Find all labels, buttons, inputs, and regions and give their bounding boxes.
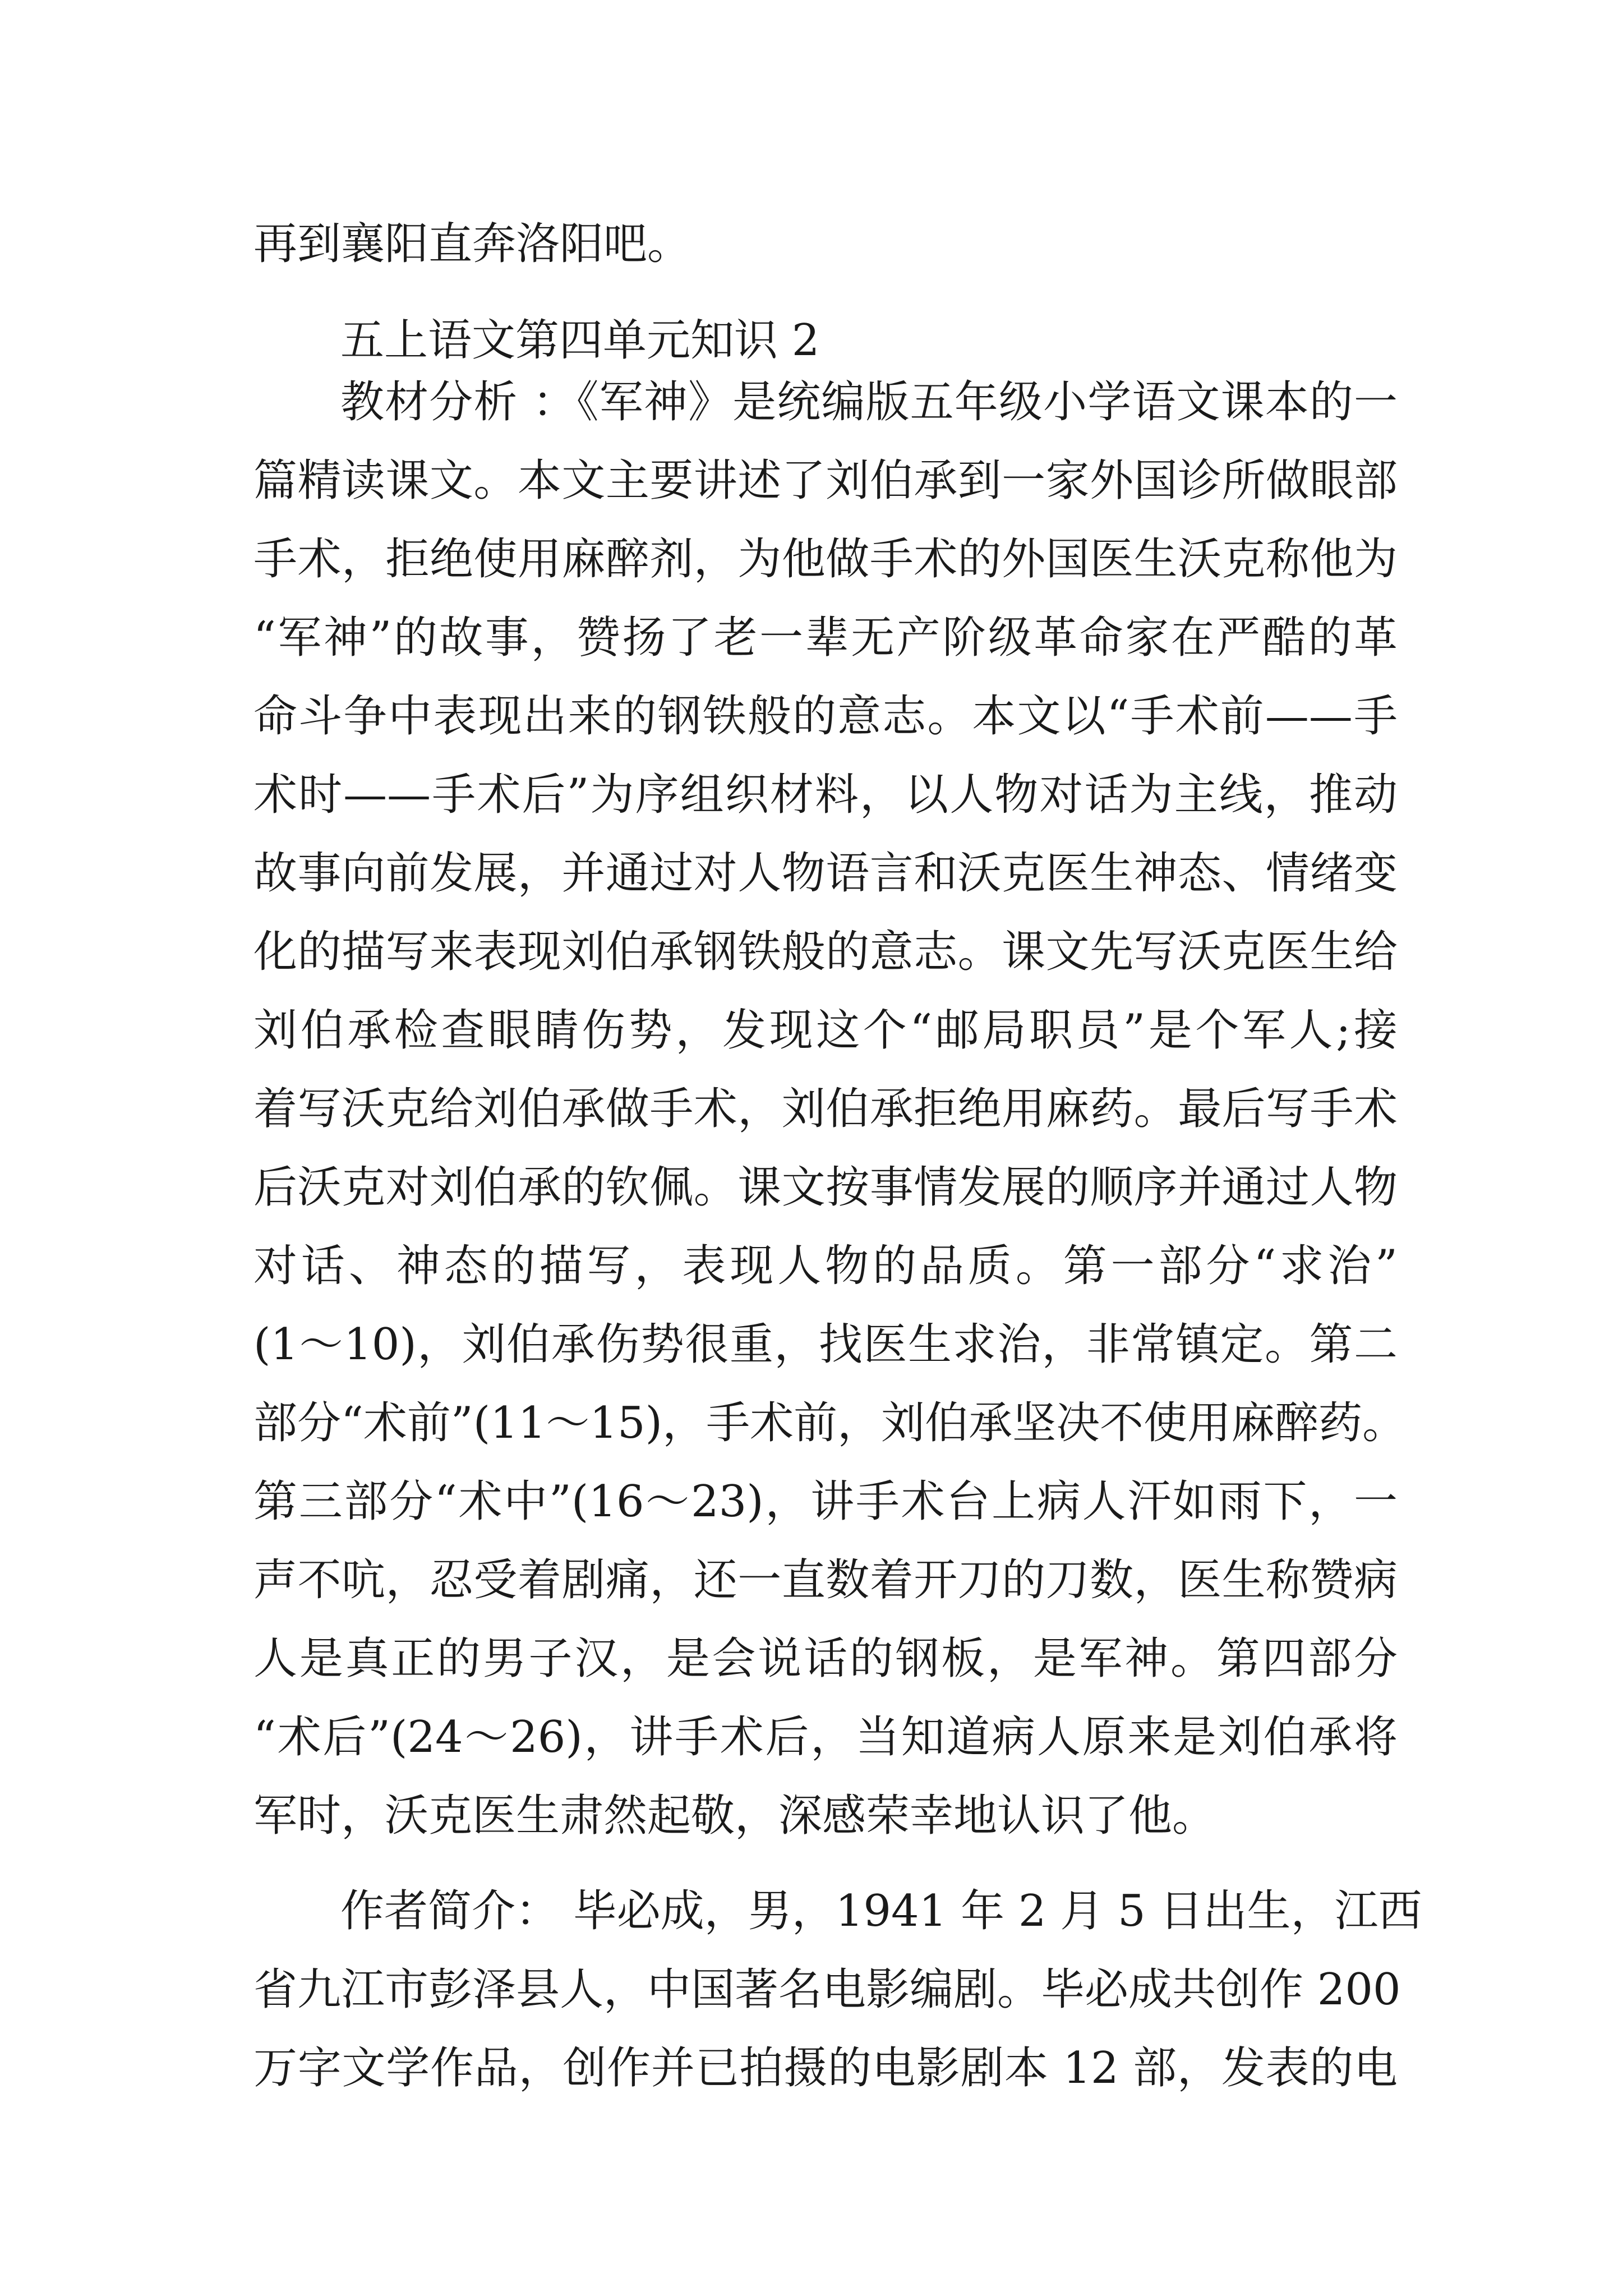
text-line: “术后”(24～26)，讲手术后，当知道病人原来是刘伯承将 <box>253 1712 1398 1763</box>
text-line: 对话、神态的描写，表现人物的品质。第一部分“求治” <box>253 1241 1398 1291</box>
text-line: 声不吭，忍受着剧痛，还一直数着开刀的刀数，医生称赞病 <box>253 1555 1398 1605</box>
text-line: 命斗争中表现出来的钢铁般的意志。本文以“手术前——手 <box>253 691 1398 742</box>
text-line: 化的描写来表现刘伯承钢铁般的意志。课文先写沃克医生给 <box>253 927 1398 977</box>
text-line: 再到襄阳直奔洛阳吧。 <box>253 219 691 269</box>
text-line: 着写沃克给刘伯承做手术，刘伯承拒绝用麻药。最后写手术 <box>253 1084 1398 1134</box>
text-line: (1～10)，刘伯承伤势很重，找医生求治，非常镇定。第二 <box>253 1319 1398 1370</box>
text-line: 手术，拒绝使用麻醉剂，为他做手术的外国医生沃克称他为 <box>253 534 1398 585</box>
text-line: 人是真正的男子汉，是会说话的钢板，是军神。第四部分 <box>253 1634 1398 1684</box>
section-heading: 五上语文第四单元知识 2 <box>340 315 820 366</box>
text-line: 教材分析 ：《军神》是统编版五年级小学语文课本的一 <box>340 377 1398 427</box>
text-line: 篇精读课文。本文主要讲述了刘伯承到一家外国诊所做眼部 <box>253 455 1398 506</box>
text-line: 术时——手术后”为序组织材料，以人物对话为主线，推动 <box>253 770 1398 820</box>
text-line: 省九江市彭泽县人，中国著名电影编剧。毕必成共创作 200 <box>253 1964 1401 2015</box>
text-line: 军时，沃克医生肃然起敬，深感荣幸地认识了他。 <box>253 1791 1216 1841</box>
text-line: 部分“术前”(11～15)，手术前，刘伯承坚决不使用麻醉药。 <box>253 1398 1407 1448</box>
text-line: 刘伯承检查眼睛伤势，发现这个“邮局职员”是个军人;接 <box>253 1005 1398 1056</box>
text-line: 第三部分“术中”(16～23)，讲手术台上病人汗如雨下，一 <box>253 1476 1398 1527</box>
text-line: 作者简介： 毕必成，男，1941 年 2 月 5 日出生，江西 <box>340 1886 1422 1936</box>
text-line: 后沃克对刘伯承的钦佩。课文按事情发展的顺序并通过人物 <box>253 1162 1398 1213</box>
text-line: “军神”的故事，赞扬了老一辈无产阶级革命家在严酷的革 <box>253 613 1398 663</box>
text-line: 万字文学作品，创作并已拍摄的电影剧本 12 部，发表的电 <box>253 2043 1398 2093</box>
text-line: 故事向前发展，并通过对人物语言和沃克医生神态、情绪变 <box>253 848 1398 899</box>
